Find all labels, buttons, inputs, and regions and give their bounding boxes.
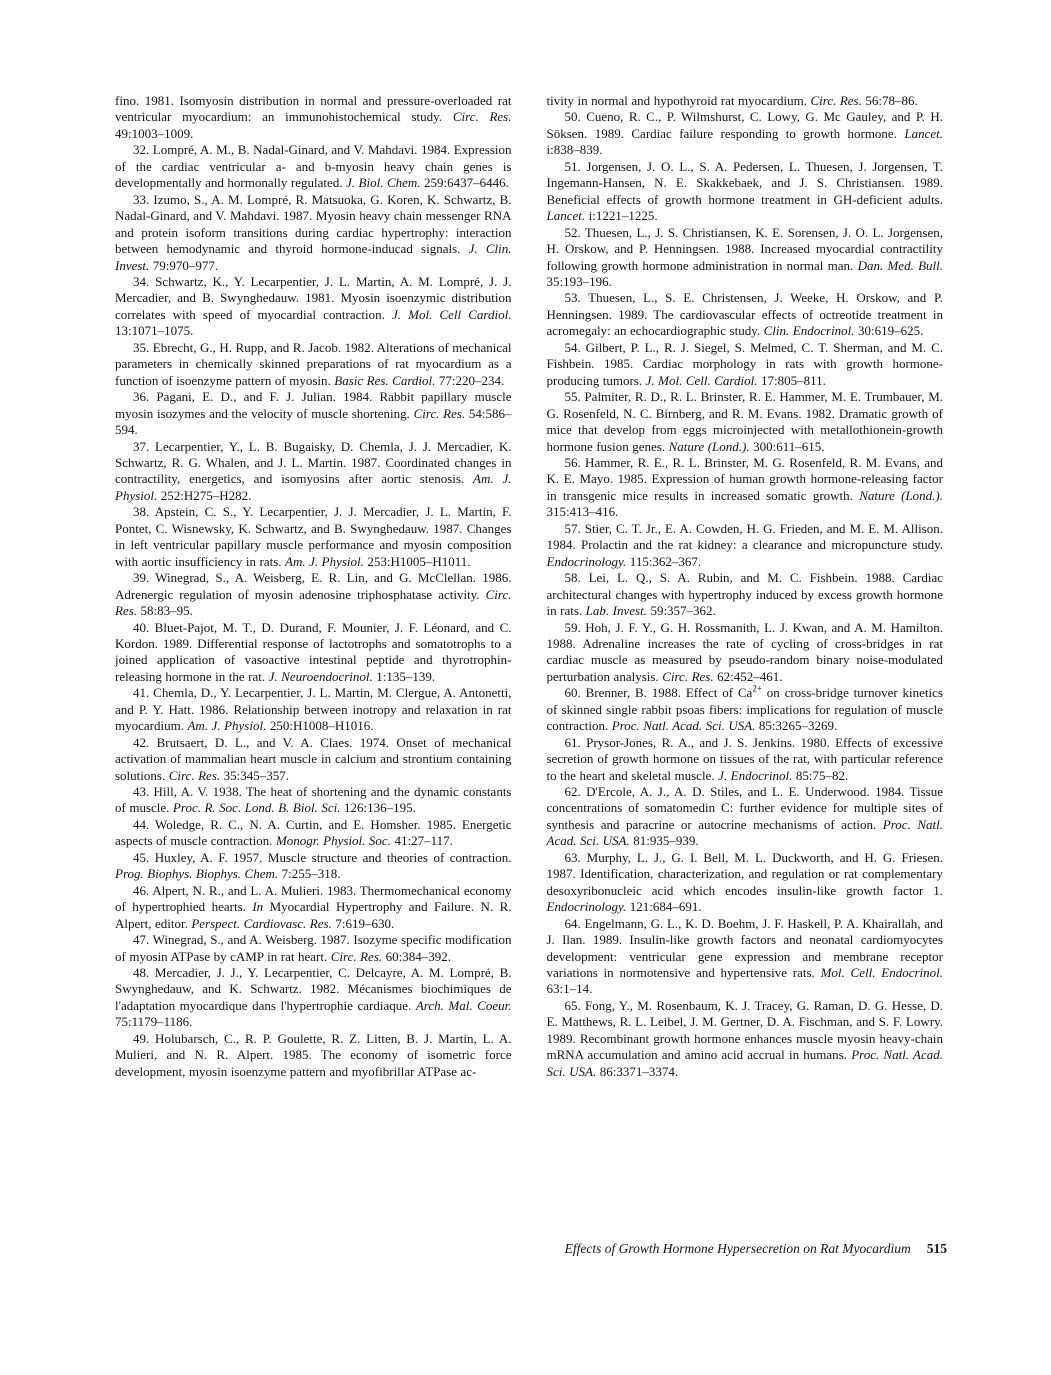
reference-entry: 39. Winegrad, S., A. Weisberg, E. R. Lin, and G. McClellan. 1986. Adrenergic regulation of myosin adenosine triphosphatase activity. Circ. Res. 58:83–95.	[115, 570, 512, 619]
reference-entry: 60. Brenner, B. 1988. Effect of $Ca^{2+}$ on cross-bridge turnover kinetics of skinned single rabbit psoas fibers: implications for regulation of muscle contraction. Proc. Natl. Acad. Sci. USA. 85:3265–3269.	[546, 683, 943, 734]
reference-entry: 64. Engelmann, G. L., K. D. Boehm, J. F. Haskell, P. A. Khairallah, and J. Ilan. 1989. Insulin-like growth factors and neonatal cardiomyocytes development: ventricular gene expression and membrane receptor variations in normotensive and hypertensive rats. Mol. Cell. Endocrinol. 63:1–14.	[546, 915, 943, 997]
reference-entry: 44. Woledge, R. C., N. A. Curtin, and E. Homsher. 1985. Energetic aspects of muscle contraction. Monogr. Physiol. Soc. 41:27–117.	[115, 816, 512, 849]
references-left-column	[115, 93, 512, 1080]
reference-entry: 47. Winegrad, S., and A. Weisberg. 1987. Isozyme specific modification of myosin ATPase by cAMP in rat heart. Circ. Res. 60:384–392.	[115, 932, 512, 964]
reference-entry: 37. Lecarpentier, Y., L. B. Bugaisky, D. Chemla, J. J. Mercadier, K. Schwartz, R. G. Whalen, and J. L. Martin. 1987. Coordinated changes in contractility, energetics, and isomyosins after aortic stenosis. Am. J. Physiol. 252:H275–H282.	[115, 438, 512, 503]
reference-entry: 32. Lompré, A. M., B. Nadal-Ginard, and V. Mahdavi. 1984. Expression of the cardiac ventricular a- and b-myosin heavy chain genes is developmentally and hormonally regulated. J. Biol. Chem. 259:6437–6446.	[115, 142, 512, 191]
reference-entry: 50. Cueno, R. C., P. Wilmshurst, C. Lowy, G. Mc Gauley, and P. H. Söksen. 1989. Cardiac failure responding to growth hormone. Lancet. i:838–839.	[546, 109, 943, 158]
page-footer	[115, 1241, 947, 1257]
reference-entry: 36. Pagani, E. D., and F. J. Julian. 1984. Rabbit papillary muscle myosin isozymes and the velocity of muscle shortening. Circ. Res. 54:586–594.	[115, 389, 512, 438]
running-title: Effects of Growth Hormone Hypersecretion on Rat Myocardium	[564, 1241, 911, 1256]
reference-entry: 35. Ebrecht, G., H. Rupp, and R. Jacob. 1982. Alterations of mechanical parameters in chemically skinned preparations of rat myocardium as a function of isoenzyme pattern of myosin. Basic Res. Cardiol. 77:220–234.	[115, 339, 512, 388]
references-right-column	[547, 93, 944, 1080]
page-number: 515	[926, 1241, 947, 1256]
reference-entry: tivity in normal and hypothyroid rat myocardium. Circ. Res. 56:78–86.	[546, 93, 918, 108]
reference-entry: 61. Prysor-Jones, R. A., and J. S. Jenkins. 1980. Effects of excessive secretion of growth hormone on tissues of the rat, with particular reference to the heart and skeletal muscle. J. Endocrinol. 85:75–82.	[546, 734, 943, 783]
reference-entry: 58. Lei, L. Q., S. A. Rubin, and M. C. Fishbein. 1988. Cardiac architectural changes with hypertrophy induced by excess growth hormone in rats. Lab. Invest. 59:357–362.	[546, 570, 943, 619]
reference-entry: 59. Hoh, J. F. Y., G. H. Rossmanith, L. J. Kwan, and A. M. Hamilton. 1988. Adrenaline increases the rate of cycling of cross-bridges in rat cardiac muscle as measured by pseudo-random binary noise-modulated perturbation analysis. Circ. Res. 62:452–461.	[546, 619, 943, 684]
reference-entry: 41. Chemla, D., Y. Lecarpentier, J. L. Martin, M. Clergue, A. Antonetti, and P. Y. Hatt. 1986. Relationship between inotropy and relaxation in rat myocardium. Am. J. Physiol. 250:H1008–H1016.	[115, 685, 512, 734]
reference-entry: 53. Thuesen, L., S. E. Christensen, J. Weeke, H. Orskow, and P. Henningsen. 1989. The cardiovascular effects of octreotide treatment in acromegaly: an echocardiographic study. Clin. Endocrinol. 30:619–625.	[546, 290, 943, 339]
reference-entry: 51. Jorgensen, J. O. L., S. A. Pedersen, L. Thuesen, J. Jorgensen, T. Ingemann-Hansen, N. E. Skakkebaek, and J. S. Christiansen. 1989. Beneficial effects of growth hormone treatment in GH-deficient adults. Lancet. i:1221–1225.	[546, 158, 943, 224]
reference-entry: 46. Alpert, N. R., and L. A. Mulieri. 1983. Thermomechanical economy of hypertrophied hearts. In Myocardial Hypertrophy and Failure. N. R. Alpert, editor. Perspect. Cardiovasc. Res. 7:619–630.	[115, 882, 512, 931]
reference-entry: 52. Thuesen, L., J. S. Christiansen, K. E. Sorensen, J. O. L. Jorgensen, H. Orskow, and P. Henningsen. 1988. Increased myocardial contractility following growth hormone administration in normal man. Dan. Med. Bull. 35:193–196.	[546, 224, 943, 289]
reference-entry: 40. Bluet-Pajot, M. T., D. Durand, F. Mounier, J. F. Léonard, and C. Kordon. 1989. Differential response of lactotrophs and somatotrophs to a joined application of vasoactive intestinal peptide and thyrotrophin-releasing hormone in the rat. J. Neuroendocrinol. 1:135–139.	[115, 619, 512, 684]
reference-entry: 65. Fong, Y., M. Rosenbaum, K. J. Tracey, G. Raman, D. G. Hesse, D. E. Matthews, R. L. Leibel, J. M. Gertner, D. A. Fischman, and S. F. Lowry. 1989. Recombinant growth hormone enhances muscle myosin heavy-chain mRNA accumulation and amino acid accrual in humans. Proc. Natl. Acad. Sci. USA. 86:3371–3374.	[546, 997, 943, 1079]
reference-entry: 33. Izumo, S., A. M. Lompré, R. Matsuoka, G. Koren, K. Schwartz, B. Nadal-Ginard, and V. Mahdavi. 1987. Myosin heavy chain messenger RNA and protein isoform transitions during cardiac hypertrophy: interaction between hemodynamic and thyroid hormone-inducad signals. J. Clin. Invest. 79:970–977.	[115, 191, 512, 273]
reference-entry: 55. Palmiter, R. D., R. L. Brinster, R. E. Hammer, M. E. Trumbauer, M. G. Rosenfeld, N. C. Birnberg, and R. M. Evans. 1982. Dramatic growth of mice that develop from eggs microinjected with metallothionein-growth hormone fusion genes. Nature (Lond.). 300:611–615.	[546, 389, 943, 454]
reference-entry: 38. Apstein, C. S., Y. Lecarpentier, J. J. Mercadier, J. L. Martin, F. Pontet, C. Wisnewsky, K. Schwartz, and B. Swynghedauw. 1987. Changes in left ventricular papillary muscle performance and myosin composition with aortic insufficiency in rats. Am. J. Physiol. 253:H1005–H1011.	[115, 504, 512, 569]
reference-entry: 43. Hill, A. V. 1938. The heat of shortening and the dynamic constants of muscle. Proc. R. Soc. Lond. B. Biol. Sci. 126:136–195.	[115, 784, 512, 816]
reference-entry: 42. Brutsaert, D. L., and V. A. Claes. 1974. Onset of mechanical activation of mammalian heart muscle in calcium and strontium containing solutions. Circ. Res. 35:345–357.	[115, 734, 512, 783]
reference-entry: 56. Hammer, R. E., R. L. Brinster, M. G. Rosenfeld, R. M. Evans, and K. E. Mayo. 1985. Expression of human growth hormone-releasing factor in transgenic mice results in increased somatic growth. Nature (Lond.). 315:413–416.	[546, 454, 944, 520]
reference-entry: 57. Stier, C. T. Jr., E. A. Cowden, H. G. Frieden, and M. E. M. Allison. 1984. Prolactin and the rat kidney: a clearance and micropuncture study. Endocrinology. 115:362–367.	[546, 520, 943, 569]
reference-entry: 54. Gilbert, P. L., R. J. Siegel, S. Melmed, C. T. Sherman, and M. C. Fishbein. 1985. Cardiac morphology in rats with growth hormone-producing tumors. J. Mol. Cell. Cardiol. 17:805–811.	[546, 339, 943, 388]
reference-entry: fino. 1981. Isomyosin distribution in normal and pressure-overloaded rat ventricular myocardium: an immunohistochemical study. Circ. Res. 49:1003–1009.	[115, 93, 512, 141]
reference-entry: 62. D'Ercole, A. J., A. D. Stiles, and L. E. Underwood. 1984. Tissue concentrations of somatomedin C: further evidence for multiple sites of synthesis and paracrine or autocrine mechanisms of action. Proc. Natl. Acad. Sci. USA. 81:935–939.	[546, 784, 943, 849]
reference-entry: 49. Holubarsch, C., R. P. Goulette, R. Z. Litten, B. J. Martin, L. A. Mulieri, and N. R. Alpert. 1985. The economy of isometric force development, myosin isoenzyme pattern and myofibrillar ATPase ac-	[115, 1030, 512, 1079]
reference-entry: 48. Mercadier, J. J., Y. Lecarpentier, C. Delcayre, A. M. Lompré, B. Swynghedauw, and K. Schwartz. 1982. Mécanismes biochimiques de l'adaptation myocardique dans l'hypertrophie cardiaque. Arch. Mal. Coeur. 75:1179–1186.	[115, 965, 512, 1030]
reference-entry: 34. Schwartz, K., Y. Lecarpentier, J. L. Martin, A. M. Lompré, J. J. Mercadier, and B. Swynghedauw. 1981. Myosin isoenzymic distribution correlates with speed of myocardial contraction. J. Mol. Cell Cardiol. 13:1071–1075.	[115, 273, 512, 339]
references-section	[115, 93, 943, 1080]
reference-entry: 45. Huxley, A. F. 1957. Muscle structure and theories of contraction. Prog. Biophys. Biophys. Chem. 7:255–318.	[115, 849, 512, 882]
reference-entry: 63. Murphy, L. J., G. I. Bell, M. L. Duckworth, and H. G. Friesen. 1987. Identification, characterization, and regulation or rat complementary desoxyribonucleic acid which encodes insulin-like growth factor 1. Endocrinology. 121:684–691.	[546, 849, 943, 915]
